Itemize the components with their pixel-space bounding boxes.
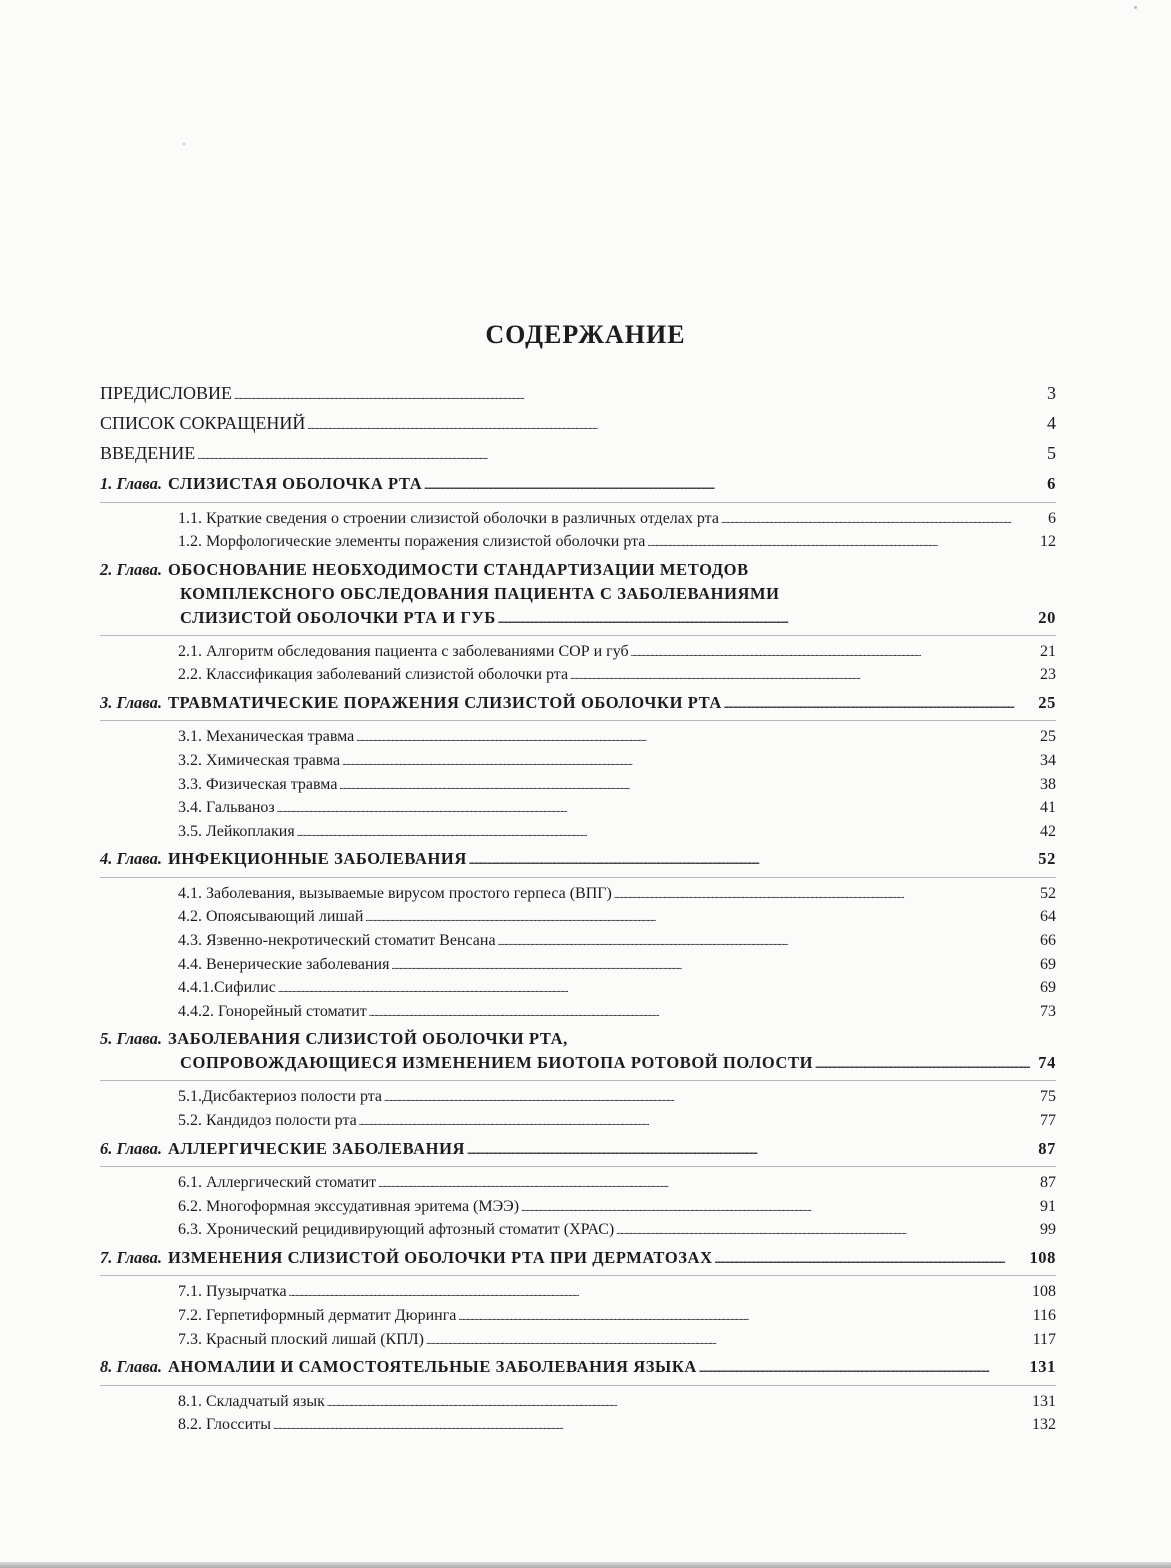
chapter-block [100, 1355, 1056, 1437]
leader-dots [197, 438, 1030, 471]
divider [100, 1166, 1056, 1167]
divider [100, 877, 1056, 878]
chapter-page-number: 87 [1038, 1138, 1056, 1158]
entry-page-number: 99 [1040, 1221, 1056, 1239]
entry-label: 4.2. Опоясывающий лишай [178, 908, 364, 926]
leader-dots [616, 1218, 1030, 1243]
leader-dots [699, 1355, 1028, 1381]
leader-dots [647, 530, 1030, 555]
entry-label: 1.2. Морфологические элементы поражения слизистой оболочки рта [178, 533, 646, 551]
entry-label: 4.4.1.Сифилис [178, 979, 276, 997]
entry-page-number: 42 [1040, 822, 1056, 840]
entry-label: 6.3. Хронический рецидивирующий афтозный стоматит (ХРАС) [178, 1221, 615, 1239]
entry-page-number: 25 [1040, 728, 1056, 746]
entry-page-number: 3 [1047, 383, 1056, 403]
chapter-number: 5. Глава. [100, 1029, 162, 1049]
toc-subsection-entry[interactable] [100, 905, 1056, 929]
entry-page-number: 73 [1040, 1002, 1056, 1020]
chapter-heading[interactable] [100, 1027, 1056, 1075]
toc-subsection-entry[interactable] [100, 1195, 1056, 1219]
leader-dots [369, 1000, 1030, 1025]
entry-page-number: 41 [1040, 799, 1056, 817]
chapter-number: 8. Глава. [100, 1357, 162, 1377]
chapter-title-text: ЗАБОЛЕВАНИЯ СЛИЗИСТОЙ ОБОЛОЧКИ РТА, [167, 1029, 568, 1049]
toc-subsection-entry[interactable] [100, 725, 1056, 749]
entry-page-number: 66 [1040, 932, 1056, 950]
chapter-page-number: 20 [1038, 607, 1056, 627]
entry-label: 7.1. Пузырчатка [178, 1283, 287, 1301]
entry-page-number: 6 [1048, 509, 1056, 527]
chapter-title-line [100, 1027, 1056, 1051]
leader-dots [339, 773, 1030, 798]
entry-page-number: 38 [1040, 775, 1056, 793]
divider [100, 635, 1056, 636]
chapter-heading[interactable] [100, 558, 1056, 630]
entry-label: 4.3. Язвенно-некротический стоматит Венсана [178, 932, 496, 950]
entry-label: 8.1. Складчатый язык [178, 1392, 325, 1410]
leader-dots [359, 1109, 1030, 1134]
toc-front-entry[interactable] [100, 378, 1056, 408]
entry-page-number: 91 [1040, 1197, 1056, 1215]
toc-subsection-entry[interactable] [100, 640, 1056, 664]
chapter-title-line [100, 558, 1056, 582]
entry-page-number: 117 [1032, 1330, 1056, 1348]
entry-page-number: 34 [1040, 751, 1056, 769]
chapter-page-number: 25 [1038, 692, 1056, 712]
chapter-number: 1. Глава. [100, 474, 162, 493]
chapter-heading[interactable] [100, 1137, 1056, 1162]
entry-label: 4.1. Заболевания, вызываемые вирусом простого герпеса (ВПГ) [178, 884, 612, 902]
leader-dots [378, 1171, 1030, 1196]
leader-dots [342, 749, 1030, 774]
leader-dots [356, 725, 1030, 750]
toc-subsection-entry[interactable] [100, 820, 1056, 844]
leader-dots [724, 691, 1030, 717]
entry-label: 2.2. Классификация заболеваний слизистой оболочки рта [178, 666, 569, 684]
chapter-title: СЛИЗИСТАЯ ОБОЛОЧКА РТА [167, 474, 423, 493]
entry-label: 8.2. Глосситы [178, 1416, 271, 1434]
leader-dots [307, 408, 1030, 441]
toc-front-entry[interactable] [100, 408, 1056, 438]
chapter-title-text: ОБОСНОВАНИЕ НЕОБХОДИМОСТИ СТАНДАРТИЗАЦИИ МЕТОДОВ [167, 559, 749, 579]
entry-label: 6.1. Аллергический стоматит [178, 1174, 377, 1192]
divider [100, 1275, 1056, 1276]
chapter-page-number: 108 [1029, 1247, 1056, 1267]
chapter-number: 2. Глава. [100, 559, 162, 579]
entry-page-number: 132 [1032, 1416, 1056, 1434]
chapter-block [100, 1027, 1056, 1132]
chapter-block [100, 558, 1056, 687]
toc-subsection-entry[interactable] [100, 1413, 1056, 1437]
toc-subsection-entry[interactable] [100, 1000, 1056, 1024]
entry-label: 3.5. Лейкоплакия [178, 822, 295, 840]
toc-subsection-entry[interactable] [100, 1218, 1056, 1242]
entry-label: 3.2. Химическая травма [178, 751, 341, 769]
entry-page-number: 87 [1040, 1174, 1056, 1192]
leader-dots [278, 976, 1030, 1001]
toc-subsection-entry[interactable] [100, 1328, 1056, 1352]
entry-label: 5.2. Кандидоз полости рта [178, 1112, 357, 1129]
entry-page-number: 116 [1032, 1306, 1056, 1324]
toc-subsection-entry[interactable] [100, 929, 1056, 953]
toc-subsection-entry[interactable] [100, 663, 1056, 687]
entry-page-number: 77 [1040, 1112, 1056, 1129]
toc-subsection-entry[interactable] [100, 507, 1056, 531]
toc-subsection-entry[interactable] [100, 1171, 1056, 1195]
leader-dots [498, 929, 1030, 954]
entry-label: 3.1. Механическая травма [178, 728, 355, 746]
toc-subsection-entry[interactable] [100, 773, 1056, 797]
entry-label: 3.3. Физическая травма [178, 775, 338, 793]
entry-page-number: 12 [1040, 533, 1056, 551]
chapter-number: 4. Глава. [100, 849, 162, 869]
divider [100, 1385, 1056, 1386]
entry-label: ПРЕДИСЛОВИЕ [100, 383, 233, 403]
chapter-number: 3. Глава. [100, 692, 162, 712]
toc-subsection-entry[interactable] [100, 1109, 1056, 1133]
entry-page-number: 108 [1032, 1283, 1056, 1301]
leader-dots [391, 953, 1030, 978]
entry-label: 2.1. Алгоритм обследования пациента с заболеваниями СОР и губ [178, 642, 629, 660]
toc-front-entry[interactable] [100, 438, 1056, 468]
leader-dots [614, 882, 1030, 907]
toc-subsection-entry[interactable] [100, 749, 1056, 773]
leader-dots [498, 606, 1030, 632]
scan-speck [1134, 6, 1137, 9]
chapter-number: 6. Глава. [100, 1138, 162, 1158]
entry-page-number: 52 [1040, 884, 1056, 902]
entry-label: 6.2. Многоформная экссудативная эритема (МЭЭ) [178, 1197, 520, 1215]
toc-subsection-entry[interactable] [100, 953, 1056, 977]
chapter-block [100, 1137, 1056, 1242]
chapter-page-number: 131 [1029, 1357, 1056, 1377]
entry-page-number: 69 [1040, 979, 1056, 997]
chapter-title: АНОМАЛИИ И САМОСТОЯТЕЛЬНЫЕ ЗАБОЛЕВАНИЯ ЯЗЫКА [167, 1357, 697, 1377]
toc-subsection-entry[interactable] [100, 1085, 1056, 1109]
leader-dots [384, 1085, 1030, 1110]
leader-dots [467, 1137, 1030, 1163]
leader-dots [631, 640, 1030, 665]
leader-dots [277, 796, 1030, 821]
chapter-title: ИНФЕКЦИОННЫЕ ЗАБОЛЕВАНИЯ [167, 849, 467, 869]
toc-subsection-entry[interactable] [100, 1280, 1056, 1304]
entry-label: СПИСОК СОКРАЩЕНИЙ [100, 413, 306, 433]
leader-dots [327, 1390, 1030, 1415]
chapter-block [100, 847, 1056, 1023]
leader-dots [424, 472, 1030, 498]
entry-label: ВВЕДЕНИЕ [100, 443, 196, 463]
chapter-block [100, 1246, 1056, 1351]
toc-subsection-entry[interactable] [100, 530, 1056, 554]
leader-dots [458, 1304, 1030, 1329]
chapter-block [100, 472, 1056, 554]
leader-dots [469, 847, 1030, 873]
divider [100, 502, 1056, 503]
chapter-page-number: 52 [1038, 849, 1056, 869]
table-of-contents [100, 378, 1056, 1437]
leader-dots [273, 1413, 1030, 1438]
entry-label: 7.3. Красный плоский лишай (КПЛ) [178, 1330, 424, 1348]
leader-dots [426, 1328, 1030, 1353]
chapter-heading[interactable] [100, 691, 1056, 716]
toc-subsection-entry[interactable] [100, 976, 1056, 1000]
scan-bottom-edge [0, 1562, 1171, 1568]
leader-dots [365, 905, 1030, 930]
divider [100, 720, 1056, 721]
entry-page-number: 131 [1032, 1392, 1056, 1410]
chapter-block [100, 691, 1056, 843]
leader-dots [570, 663, 1030, 688]
entry-label: 4.4. Венерические заболевания [178, 955, 390, 973]
chapter-heading[interactable] [100, 472, 1056, 497]
entry-page-number: 21 [1040, 642, 1056, 660]
leader-dots [721, 507, 1030, 532]
entry-label: 5.1.Дисбактериоз полости рта [178, 1088, 383, 1106]
entry-label: 1.1. Краткие сведения о строении слизистой оболочки в различных отделах рта [178, 509, 719, 527]
page-title: СОДЕРЖАНИЕ [485, 320, 686, 349]
leader-dots [715, 1246, 1028, 1272]
leader-dots [297, 820, 1030, 845]
chapter-title: ИЗМЕНЕНИЯ СЛИЗИСТОЙ ОБОЛОЧКИ РТА ПРИ ДЕРМАТОЗАХ [167, 1247, 713, 1267]
chapter-title-text: СЛИЗИСТОЙ ОБОЛОЧКИ РТА И ГУБ [180, 607, 496, 627]
chapter-heading[interactable] [100, 847, 1056, 872]
leader-dots [289, 1280, 1030, 1305]
toc-subsection-entry[interactable] [100, 1390, 1056, 1414]
entry-page-number: 75 [1040, 1088, 1056, 1106]
toc-subsection-entry[interactable] [100, 882, 1056, 906]
leader-dots [815, 1051, 1030, 1077]
chapter-title-text: КОМПЛЕКСНОГО ОБСЛЕДОВАНИЯ ПАЦИЕНТА С ЗАБОЛЕВАНИЯМИ [180, 583, 780, 603]
entry-page-number: 69 [1040, 955, 1056, 973]
leader-dots [234, 378, 1030, 411]
entry-page-number: 64 [1040, 908, 1056, 926]
entry-page-number: 4 [1047, 413, 1056, 433]
chapter-title-line [100, 1051, 1056, 1075]
toc-subsection-entry[interactable] [100, 796, 1056, 820]
entry-page-number: 23 [1040, 666, 1056, 684]
scan-speck [183, 143, 185, 145]
divider [100, 1080, 1056, 1081]
chapter-page-number: 74 [1038, 1053, 1056, 1073]
chapter-number: 7. Глава. [100, 1247, 162, 1267]
chapter-title-line [100, 582, 1056, 606]
entry-label: 7.2. Герпетиформный дерматит Дюринга [178, 1306, 457, 1324]
entry-page-number: 5 [1047, 443, 1056, 463]
chapter-heading[interactable] [100, 1246, 1056, 1271]
entry-label: 3.4. Гальваноз [178, 799, 275, 817]
leader-dots [521, 1195, 1030, 1220]
chapter-title: АЛЛЕРГИЧЕСКИЕ ЗАБОЛЕВАНИЯ [167, 1138, 466, 1158]
toc-subsection-entry[interactable] [100, 1304, 1056, 1328]
chapter-page-number: 6 [1047, 474, 1056, 493]
chapter-title: ТРАВМАТИЧЕСКИЕ ПОРАЖЕНИЯ СЛИЗИСТОЙ ОБОЛОЧКИ РТА [167, 692, 722, 712]
chapter-heading[interactable] [100, 1355, 1056, 1380]
chapter-title-line [100, 606, 1056, 630]
chapter-title-text: СОПРОВОЖДАЮЩИЕСЯ ИЗМЕНЕНИЕМ БИОТОПА РОТОВОЙ ПОЛОСТИ [180, 1053, 814, 1073]
entry-label: 4.4.2. Гонорейный стоматит [178, 1002, 367, 1020]
